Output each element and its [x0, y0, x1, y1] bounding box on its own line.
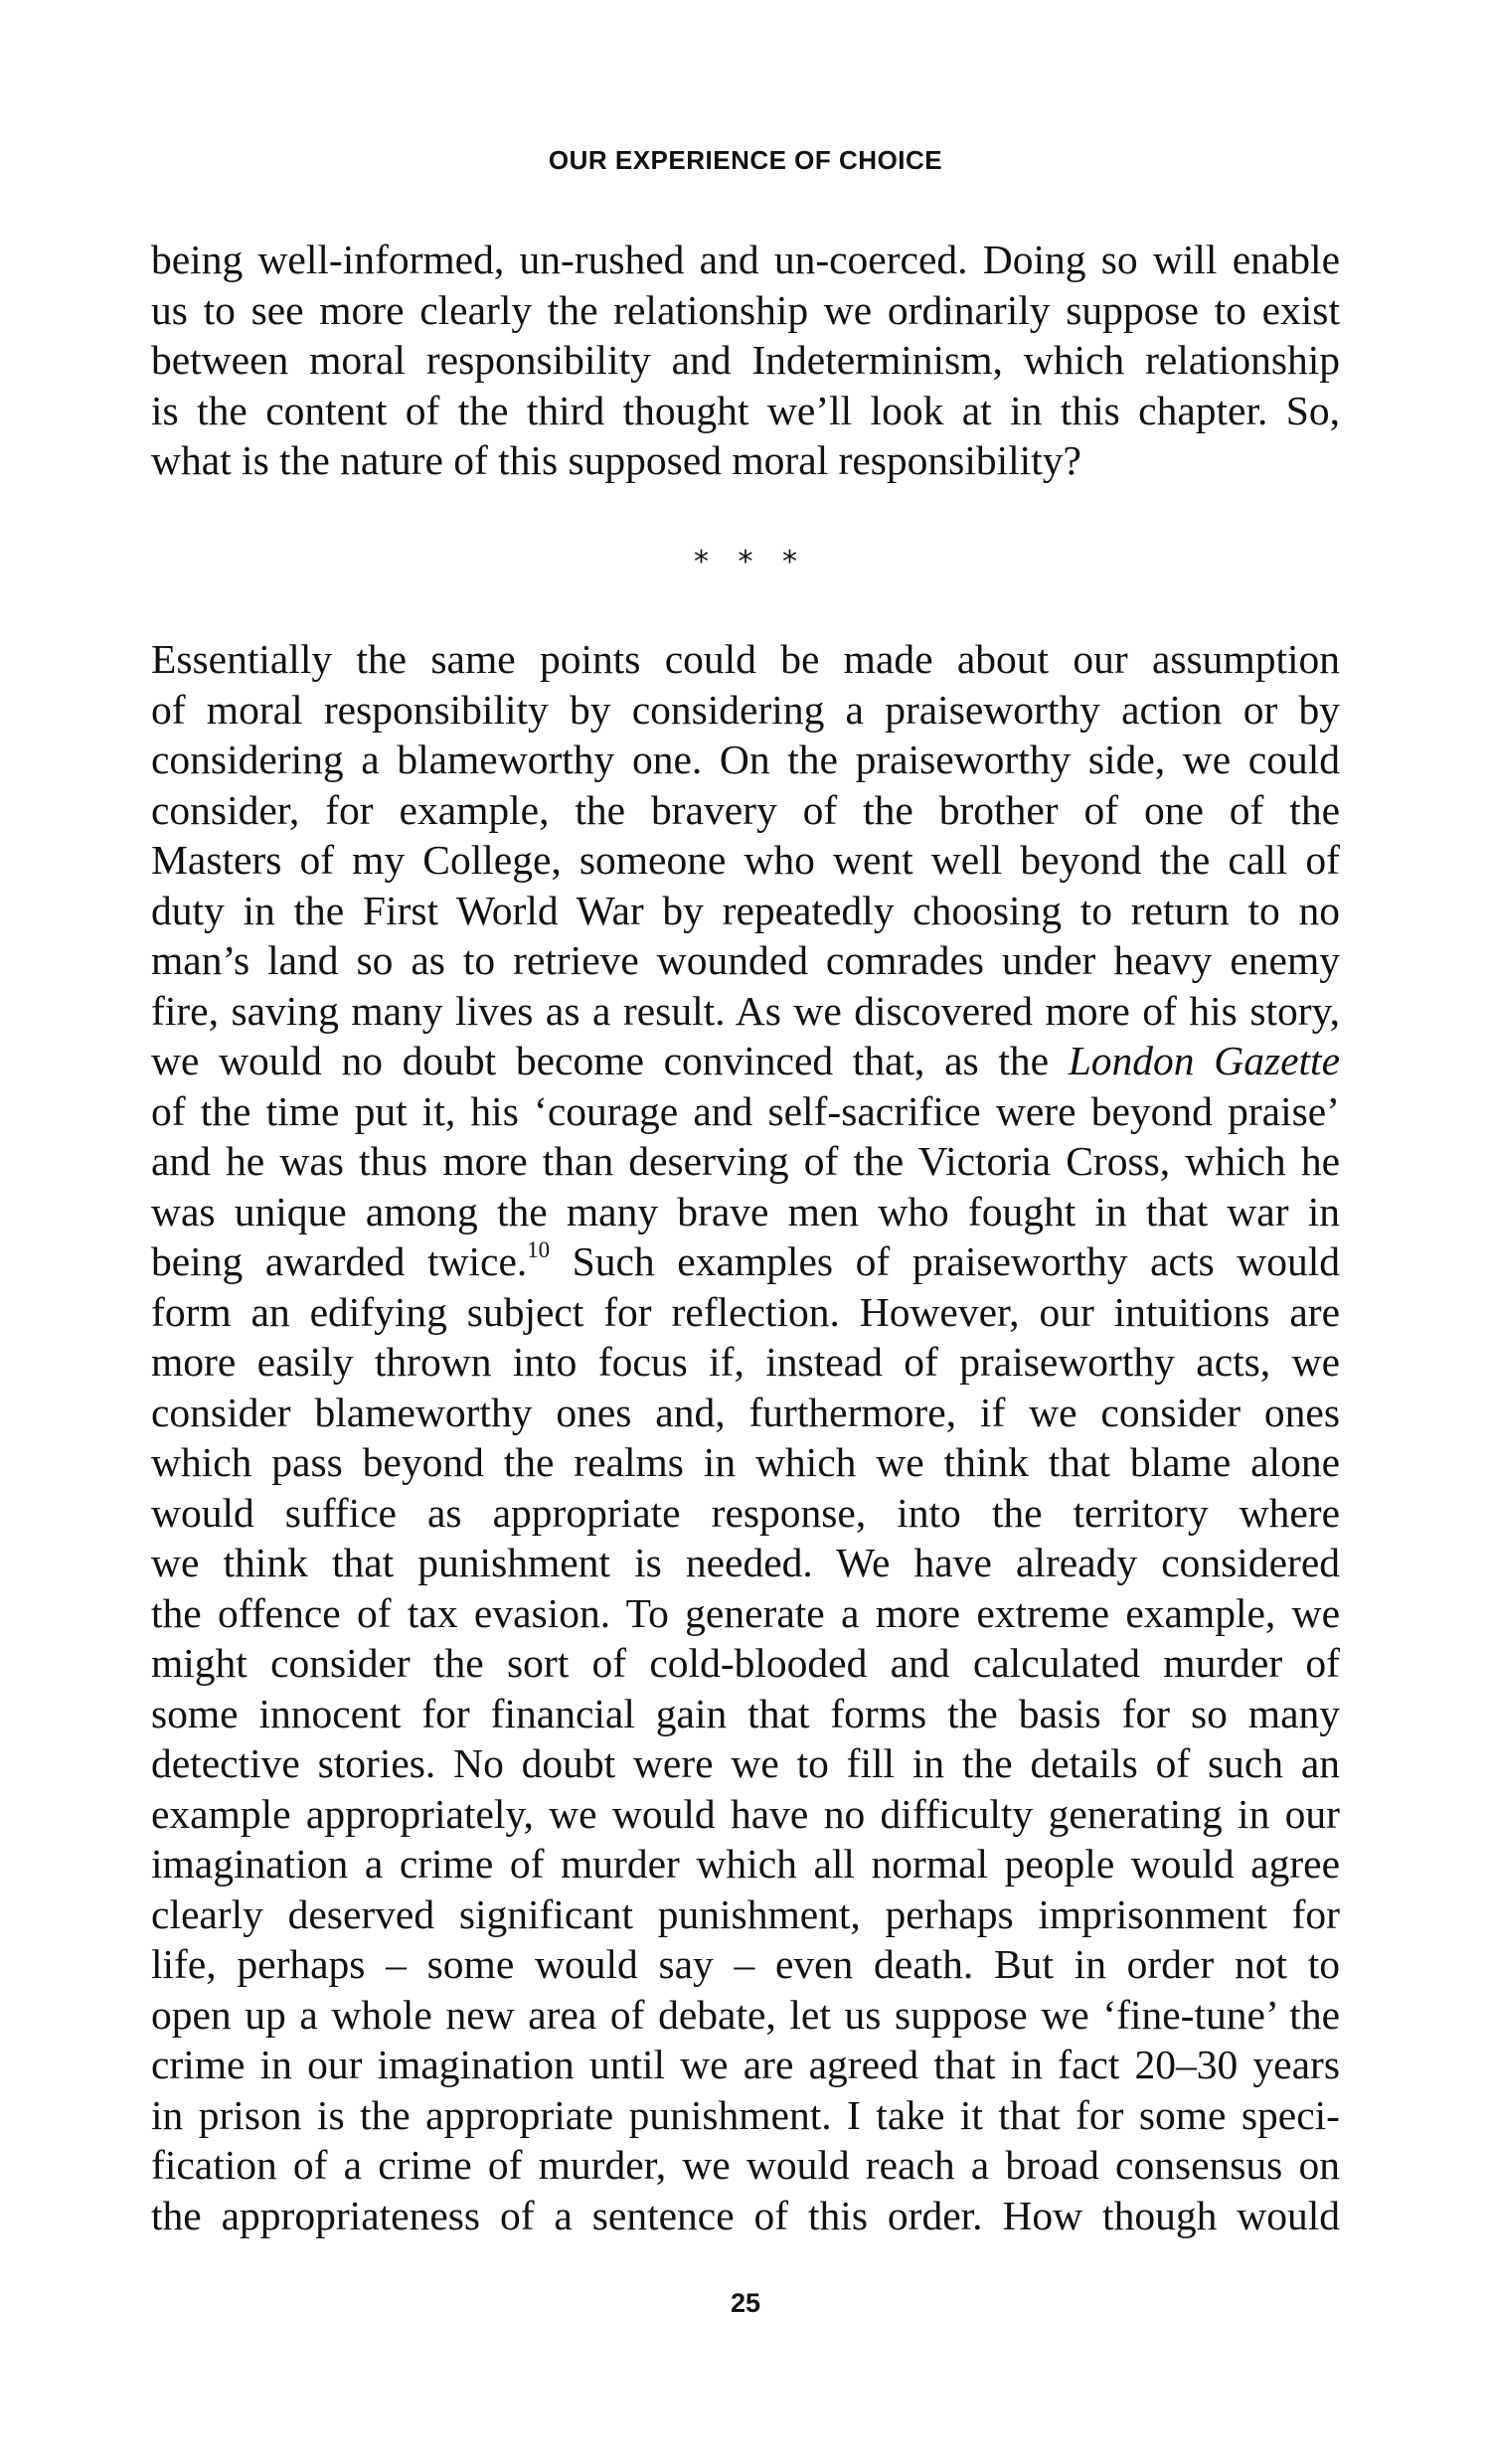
text-line: fication of a crime of murder, we would reach a broad consensus on [151, 2142, 1340, 2188]
text-line: considering a blameworthy one. On the praiseworthy side, we could [151, 737, 1340, 782]
text-line: is the content of the third thought we’ll look at in this chapter. So, [151, 387, 1340, 433]
text-line: man’s land so as to retrieve wounded comrades under heavy enemy [151, 937, 1340, 983]
text-segment: we would no doubt become convinced that, as the [151, 1038, 1069, 1083]
text-line: open up a whole new area of debate, let us suppose we ‘fine-tune’ the [151, 1991, 1340, 2038]
text-line: consider, for example, the bravery of the brother of one of the [151, 786, 1340, 833]
text-line: detective stories. No doubt were we to fill in the details of such an [151, 1740, 1340, 1786]
text-line: was unique among the many brave men who fought in that war in [151, 1188, 1340, 1234]
text-line: example appropriately, we would have no difficulty generating in our [151, 1790, 1340, 1837]
text-line: us to see more clearly the relationship we ordinarily suppose to exist [151, 286, 1340, 333]
text-line: Essentially the same points could be made about our assumption [151, 636, 1340, 682]
text-line: of the time put it, his ‘courage and self-sacrifice were beyond praise’ [151, 1087, 1340, 1134]
text-line: Masters of my College, someone who went well beyond the call of [151, 837, 1340, 883]
text-line: what is the nature of this supposed moral responsibility? [151, 437, 1081, 483]
text-line: the appropriateness of a sentence of this order. How though would [151, 2192, 1340, 2238]
page-number: 25 [730, 2288, 761, 2318]
text-line: life, perhaps – some would say – even death. But in order not to [151, 1941, 1340, 1987]
text-line-footnote [151, 1236, 1340, 1287]
text-segment: Such examples of praiseworthy acts would [550, 1238, 1341, 1284]
text-line: form an edifying subject for reflection. However, our intuitions are [151, 1288, 1340, 1335]
text-line: consider blameworthy ones and, furthermore, if we consider ones [151, 1389, 1340, 1435]
paragraph-continued [151, 235, 1340, 486]
text-line: would suffice as appropriate response, into the territory where [151, 1489, 1340, 1536]
text-line: of moral responsibility by considering a praiseworthy action or by [151, 686, 1340, 733]
text-line: and he was thus more than deserving of the Victoria Cross, which he [151, 1138, 1340, 1184]
text-line: might consider the sort of cold-blooded and calculated murder of [151, 1640, 1340, 1686]
text-line: imagination a crime of murder which all normal people would agree [151, 1841, 1340, 1887]
text-line: we think that punishment is needed. We have already considered [151, 1540, 1340, 1585]
text-line: in prison is the appropriate punishment. I take it that for some speci- [151, 2091, 1340, 2138]
text-segment: being awarded twice. [151, 1238, 528, 1284]
text-line: clearly deserved significant punishment, perhaps imprisonment for [151, 1890, 1340, 1937]
text-line: more easily thrown into focus if, instead of praiseworthy acts, we [151, 1339, 1340, 1385]
text-line: the offence of tax evasion. To generate a more extreme example, we [151, 1589, 1340, 1636]
section-break-asterisks: * * * [693, 545, 808, 579]
text-line: duty in the First World War by repeatedly choosing to return to no [151, 887, 1340, 933]
text-line: which pass beyond the realms in which we think that blame alone [151, 1439, 1340, 1485]
running-head: OUR EXPERIENCE OF CHOICE [548, 145, 943, 175]
paragraph-main [151, 634, 1340, 2240]
text-line: between moral responsibility and Indeterminism, which relationship [151, 337, 1340, 383]
text-line: being well-informed, un-rushed and un-coerced. Doing so will enable [151, 237, 1340, 282]
text-line: crime in our imagination until we are agreed that in fact 20–30 years [151, 2042, 1340, 2087]
text-line-gazette [151, 1036, 1340, 1086]
publication-title: London Gazette [1068, 1038, 1340, 1083]
text-line: fire, saving many lives as a result. As we discovered more of his story, [151, 987, 1340, 1034]
footnote-reference[interactable]: 10 [527, 1236, 551, 1262]
text-line: some innocent for financial gain that forms the basis for so many [151, 1690, 1340, 1736]
